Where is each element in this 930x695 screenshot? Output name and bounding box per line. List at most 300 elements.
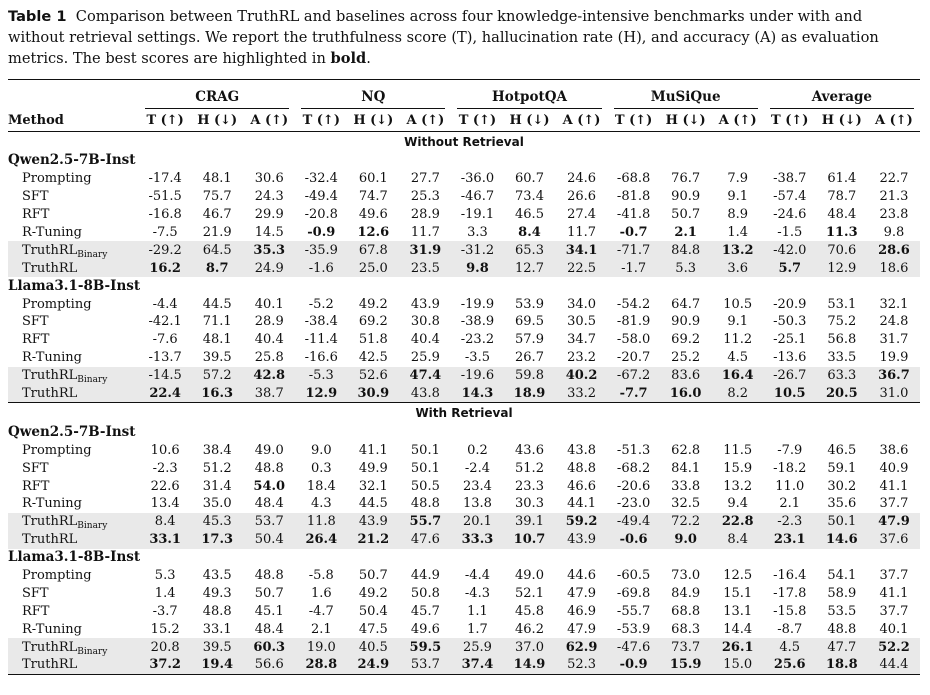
table-row xyxy=(8,441,920,459)
value-cell: 9.4 xyxy=(727,496,749,512)
value-cell: 58.9 xyxy=(827,585,857,601)
value-cell: -5.3 xyxy=(295,367,347,385)
value-cell: 13.2 xyxy=(712,241,764,259)
value-cell: 48.4 xyxy=(254,496,284,512)
value-cell: 37.7 xyxy=(879,568,909,584)
value-cell: -71.7 xyxy=(608,241,660,259)
value-cell: 40.1 xyxy=(254,296,284,312)
table-row xyxy=(8,367,920,385)
value-cell: 22.5 xyxy=(556,259,608,277)
value-cell: 31.9 xyxy=(399,241,451,259)
value-cell: 49.9 xyxy=(358,460,388,476)
value-cell: 43.8 xyxy=(567,442,597,458)
value-cell: 30.6 xyxy=(254,171,284,187)
value-cell: 10.6 xyxy=(150,442,180,458)
value-cell: 51.2 xyxy=(515,460,544,476)
value-cell: 11.7 xyxy=(410,225,440,240)
value-cell: 52.2 xyxy=(868,638,920,656)
method-name: SFT xyxy=(22,189,49,205)
value-cell: 53.7 xyxy=(399,656,451,674)
method-cell xyxy=(8,638,139,656)
value-cell: 28.8 xyxy=(295,656,347,674)
value-cell: 48.1 xyxy=(202,332,232,348)
metric-header-t: T (↑) xyxy=(295,109,347,132)
method-cell xyxy=(8,331,139,349)
method-cell xyxy=(8,170,139,188)
value-cell: 48.8 xyxy=(410,496,440,512)
value-cell: 49.0 xyxy=(254,442,284,458)
value-cell: 41.1 xyxy=(879,585,909,601)
value-cell: -4.7 xyxy=(308,603,334,619)
value-cell: 43.8 xyxy=(399,385,451,403)
value-cell: -49.4 xyxy=(304,189,338,205)
value-cell: -19.9 xyxy=(460,296,495,312)
value-cell: 44.6 xyxy=(567,568,597,584)
value-cell: 9.8 xyxy=(451,259,503,277)
value-cell: 48.4 xyxy=(254,621,284,637)
value-cell: -7.5 xyxy=(152,225,178,240)
group-header-musique: MuSiQue xyxy=(608,80,764,110)
value-cell: 11.0 xyxy=(775,478,805,494)
method-cell xyxy=(8,620,139,638)
value-cell: 21.2 xyxy=(347,531,399,549)
value-cell: -20.6 xyxy=(616,478,651,494)
value-cell: 33.5 xyxy=(827,350,857,366)
method-subscript: Binary xyxy=(77,375,108,385)
value-cell: -0.9 xyxy=(608,656,660,674)
table-row xyxy=(8,495,920,513)
value-cell: 8.4 xyxy=(518,225,541,240)
table-row xyxy=(8,620,920,638)
metric-header-t: T (↑) xyxy=(764,109,816,132)
value-cell: 33.8 xyxy=(671,478,701,494)
value-cell: 30.3 xyxy=(515,496,544,512)
value-cell: 4.5 xyxy=(764,638,816,656)
value-cell: 48.8 xyxy=(254,568,284,584)
metric-header-t: T (↑) xyxy=(451,109,503,132)
value-cell: -60.5 xyxy=(616,568,651,584)
value-cell: 90.9 xyxy=(671,189,701,205)
value-cell: 0.2 xyxy=(467,442,488,458)
value-cell: 3.6 xyxy=(712,259,764,277)
value-cell: 72.2 xyxy=(660,513,712,531)
value-cell: 54.0 xyxy=(253,478,286,494)
value-cell: 14.3 xyxy=(451,385,503,403)
value-cell: 12.9 xyxy=(816,259,868,277)
method-cell xyxy=(8,495,139,513)
section-header-row xyxy=(8,132,920,153)
value-cell: 47.9 xyxy=(567,621,597,637)
value-cell: 37.4 xyxy=(451,656,503,674)
value-cell: 22.4 xyxy=(139,385,191,403)
value-cell: 50.1 xyxy=(410,460,440,476)
model-name: Qwen2.5-7B-Inst xyxy=(8,423,136,440)
value-cell: 40.4 xyxy=(410,332,440,348)
value-cell: 40.4 xyxy=(254,332,284,348)
value-cell: 14.4 xyxy=(723,621,753,637)
value-cell: 49.2 xyxy=(358,296,388,312)
value-cell: 75.2 xyxy=(827,314,857,330)
table-row xyxy=(8,349,920,367)
value-cell: 50.5 xyxy=(410,478,440,494)
value-cell: 44.4 xyxy=(868,656,920,674)
section-title: With Retrieval xyxy=(8,403,920,424)
value-cell: 47.7 xyxy=(816,638,868,656)
method-cell xyxy=(8,477,139,495)
table-row xyxy=(8,638,920,656)
value-cell: 40.1 xyxy=(879,621,909,637)
value-cell: 39.5 xyxy=(202,350,232,366)
value-cell: 1.7 xyxy=(467,621,488,637)
value-cell: 63.3 xyxy=(816,367,868,385)
method-cell xyxy=(8,513,139,531)
value-cell: 4.5 xyxy=(727,350,749,366)
value-cell: -57.4 xyxy=(773,189,807,205)
value-cell: -67.2 xyxy=(608,367,660,385)
value-cell: -1.5 xyxy=(777,225,803,240)
method-name: TruthRL xyxy=(22,242,78,258)
value-cell: 1.4 xyxy=(727,225,749,240)
method-name: RFT xyxy=(22,478,50,494)
value-cell: 1.6 xyxy=(310,585,332,601)
table-row xyxy=(8,531,920,549)
caption-end: . xyxy=(366,50,371,67)
method-cell xyxy=(8,567,139,585)
value-cell: 50.4 xyxy=(358,603,388,619)
value-cell: -36.0 xyxy=(460,171,495,187)
value-cell: -51.3 xyxy=(616,442,651,458)
value-cell: 52.6 xyxy=(347,367,399,385)
value-cell: -54.2 xyxy=(616,296,651,312)
value-cell: 50.7 xyxy=(671,207,701,223)
method-name: R-Tuning xyxy=(22,496,82,512)
value-cell: -20.8 xyxy=(304,207,338,223)
value-cell: 8.9 xyxy=(727,207,749,223)
value-cell: -7.7 xyxy=(608,385,660,403)
value-cell: 37.7 xyxy=(879,603,909,619)
value-cell: -5.8 xyxy=(308,568,334,584)
value-cell: 54.1 xyxy=(827,568,857,584)
value-cell: 43.9 xyxy=(556,531,608,549)
value-cell: 76.7 xyxy=(671,171,701,187)
value-cell: 35.3 xyxy=(243,241,295,259)
value-cell: 38.6 xyxy=(879,442,909,458)
value-cell: -42.1 xyxy=(148,314,182,330)
method-cell xyxy=(8,584,139,602)
value-cell: 20.1 xyxy=(451,513,503,531)
value-cell: -3.7 xyxy=(152,603,178,619)
value-cell: 84.9 xyxy=(671,585,701,601)
method-cell xyxy=(8,188,139,206)
value-cell: 27.4 xyxy=(567,207,597,223)
metric-header-a: A (↑) xyxy=(556,109,608,132)
value-cell: 28.6 xyxy=(868,241,920,259)
value-cell: -68.8 xyxy=(616,171,651,187)
value-cell: 26.7 xyxy=(515,350,544,366)
value-cell: 70.6 xyxy=(816,241,868,259)
value-cell: 13.8 xyxy=(462,496,492,512)
value-cell: -25.1 xyxy=(773,332,807,348)
value-cell: 28.9 xyxy=(410,207,440,223)
value-cell: 37.0 xyxy=(503,638,555,656)
header-row-metrics xyxy=(8,109,920,132)
value-cell: 62.8 xyxy=(671,442,701,458)
value-cell: 50.7 xyxy=(254,585,284,601)
value-cell: 46.5 xyxy=(827,442,857,458)
method-cell xyxy=(8,531,139,549)
method-name: Prompting xyxy=(22,171,92,187)
value-cell: 14.5 xyxy=(254,225,284,240)
method-name: TruthRL xyxy=(22,639,78,655)
value-cell: 57.2 xyxy=(191,367,243,385)
value-cell: 56.8 xyxy=(827,332,857,348)
method-name: SFT xyxy=(22,585,49,601)
value-cell: 61.4 xyxy=(827,171,857,187)
value-cell: -53.9 xyxy=(616,621,651,637)
value-cell: 22.7 xyxy=(879,171,909,187)
value-cell: 60.1 xyxy=(358,171,388,187)
value-cell: 37.6 xyxy=(868,531,920,549)
value-cell: 16.2 xyxy=(139,259,191,277)
value-cell: 59.5 xyxy=(399,638,451,656)
value-cell: 31.7 xyxy=(879,332,909,348)
results-table xyxy=(8,79,920,675)
value-cell: 32.1 xyxy=(358,478,388,494)
value-cell: 8.4 xyxy=(712,531,764,549)
value-cell: 73.0 xyxy=(671,568,701,584)
table-caption xyxy=(8,6,922,69)
value-cell: 50.8 xyxy=(410,585,440,601)
table-row xyxy=(8,656,920,674)
value-cell: 55.7 xyxy=(399,513,451,531)
table-row xyxy=(8,602,920,620)
value-cell: 43.5 xyxy=(202,568,232,584)
value-cell: 23.4 xyxy=(462,478,492,494)
value-cell: -68.2 xyxy=(616,460,651,476)
method-cell xyxy=(8,385,139,403)
value-cell: 84.1 xyxy=(671,460,701,476)
value-cell: 45.1 xyxy=(254,603,284,619)
method-cell xyxy=(8,241,139,259)
method-header: Method xyxy=(8,109,139,132)
value-cell: 18.9 xyxy=(503,385,555,403)
value-cell: -38.7 xyxy=(773,171,807,187)
method-cell xyxy=(8,224,139,242)
value-cell: 50.1 xyxy=(816,513,868,531)
method-name: Prompting xyxy=(22,568,92,584)
value-cell: 9.1 xyxy=(727,314,749,330)
value-cell: 9.8 xyxy=(883,225,905,240)
value-cell: 14.6 xyxy=(816,531,868,549)
value-cell: 50.1 xyxy=(410,442,440,458)
value-cell: 47.9 xyxy=(567,585,597,601)
value-cell: -50.3 xyxy=(773,314,807,330)
value-cell: -8.7 xyxy=(777,621,803,637)
value-cell: -2.3 xyxy=(152,460,178,476)
value-cell: 37.7 xyxy=(879,496,909,512)
group-header-nq: NQ xyxy=(295,80,451,110)
value-cell: -2.3 xyxy=(764,513,816,531)
value-cell: 73.7 xyxy=(660,638,712,656)
value-cell: -17.8 xyxy=(773,585,807,601)
value-cell: -16.4 xyxy=(773,568,807,584)
value-cell: 25.0 xyxy=(347,259,399,277)
value-cell: 30.9 xyxy=(347,385,399,403)
value-cell: 47.5 xyxy=(358,621,388,637)
value-cell: -31.2 xyxy=(451,241,503,259)
value-cell: 16.0 xyxy=(660,385,712,403)
method-name: TruthRL xyxy=(22,514,78,530)
value-cell: 32.5 xyxy=(671,496,701,512)
value-cell: 13.2 xyxy=(723,478,753,494)
value-cell: 59.1 xyxy=(827,460,857,476)
value-cell: 30.8 xyxy=(410,314,440,330)
value-cell: 33.1 xyxy=(202,621,232,637)
value-cell: 21.9 xyxy=(202,225,232,240)
value-cell: 11.3 xyxy=(825,225,858,240)
value-cell: 52.3 xyxy=(556,656,608,674)
value-cell: 30.5 xyxy=(567,314,597,330)
model-row xyxy=(8,549,920,567)
method-name: TruthRL xyxy=(22,260,78,276)
value-cell: 47.4 xyxy=(399,367,451,385)
model-row xyxy=(8,277,920,295)
value-cell: 46.5 xyxy=(515,207,544,223)
method-name: TruthRL xyxy=(22,657,78,673)
metric-header-h: H (↓) xyxy=(191,109,243,132)
method-cell xyxy=(8,349,139,367)
metric-header-h: H (↓) xyxy=(347,109,399,132)
metric-header-h: H (↓) xyxy=(816,109,868,132)
value-cell: 39.1 xyxy=(503,513,555,531)
table-row xyxy=(8,477,920,495)
value-cell: -41.8 xyxy=(616,207,651,223)
section-title: Without Retrieval xyxy=(404,134,524,149)
value-cell: 42.5 xyxy=(358,350,388,366)
value-cell: 53.1 xyxy=(827,296,857,312)
value-cell: 12.7 xyxy=(503,259,555,277)
value-cell: 46.2 xyxy=(515,621,544,637)
value-cell: 23.2 xyxy=(567,350,597,366)
value-cell: 24.8 xyxy=(879,314,909,330)
value-cell: 46.9 xyxy=(567,603,597,619)
value-cell: 5.7 xyxy=(764,259,816,277)
model-name: Qwen2.5-7B-Inst xyxy=(8,152,136,169)
value-cell: 35.6 xyxy=(827,496,857,512)
value-cell: -2.4 xyxy=(464,460,490,476)
value-cell: 22.6 xyxy=(150,478,180,494)
value-cell: 34.7 xyxy=(567,332,597,348)
metric-header-a: A (↑) xyxy=(868,109,920,132)
value-cell: 38.4 xyxy=(202,442,232,458)
value-cell: -13.6 xyxy=(773,350,807,366)
value-cell: 38.7 xyxy=(243,385,295,403)
value-cell: 65.3 xyxy=(503,241,555,259)
value-cell: 44.5 xyxy=(202,296,232,312)
value-cell: 7.9 xyxy=(727,171,749,187)
value-cell: 69.5 xyxy=(515,314,544,330)
value-cell: 83.6 xyxy=(660,367,712,385)
value-cell: -23.0 xyxy=(616,496,651,512)
value-cell: 48.1 xyxy=(202,171,232,187)
method-name: SFT xyxy=(22,314,49,330)
value-cell: 16.3 xyxy=(191,385,243,403)
value-cell: 15.0 xyxy=(712,656,764,674)
value-cell: 26.6 xyxy=(567,189,597,205)
value-cell: -1.7 xyxy=(608,259,660,277)
value-cell: 48.8 xyxy=(567,460,597,476)
value-cell: 20.8 xyxy=(139,638,191,656)
value-cell: 34.1 xyxy=(556,241,608,259)
value-cell: 40.5 xyxy=(347,638,399,656)
value-cell: 9.1 xyxy=(727,189,749,205)
value-cell: 84.8 xyxy=(660,241,712,259)
value-cell: 59.2 xyxy=(556,513,608,531)
value-cell: -18.2 xyxy=(773,460,807,476)
value-cell: 67.8 xyxy=(347,241,399,259)
value-cell: 24.3 xyxy=(254,189,284,205)
value-cell: 45.7 xyxy=(410,603,440,619)
value-cell: 44.1 xyxy=(567,496,597,512)
value-cell: 5.3 xyxy=(660,259,712,277)
value-cell: 33.1 xyxy=(139,531,191,549)
value-cell: 4.3 xyxy=(310,496,332,512)
value-cell: 41.1 xyxy=(879,478,909,494)
method-name: Prompting xyxy=(22,442,92,458)
value-cell: -32.4 xyxy=(304,171,338,187)
method-cell xyxy=(8,367,139,385)
value-cell: 17.3 xyxy=(191,531,243,549)
value-cell: 74.7 xyxy=(358,189,388,205)
value-cell: 29.9 xyxy=(254,207,284,223)
value-cell: 25.6 xyxy=(764,656,816,674)
value-cell: 2.1 xyxy=(310,621,332,637)
group-header-crag: CRAG xyxy=(139,80,295,110)
group-header-hotpotqa: HotpotQA xyxy=(451,80,607,110)
value-cell: -42.0 xyxy=(764,241,816,259)
value-cell: 60.3 xyxy=(243,638,295,656)
value-cell: -55.7 xyxy=(616,603,651,619)
value-cell: 21.3 xyxy=(879,189,909,205)
method-cell xyxy=(8,295,139,313)
value-cell: 48.4 xyxy=(827,207,857,223)
value-cell: 51.8 xyxy=(358,332,388,348)
value-cell: 8.4 xyxy=(139,513,191,531)
value-cell: 40.2 xyxy=(556,367,608,385)
value-cell: 2.1 xyxy=(674,225,697,240)
value-cell: -58.0 xyxy=(616,332,651,348)
value-cell: 47.6 xyxy=(399,531,451,549)
method-cell xyxy=(8,259,139,277)
value-cell: 23.3 xyxy=(515,478,544,494)
value-cell: -49.4 xyxy=(608,513,660,531)
value-cell: 46.6 xyxy=(567,478,597,494)
value-cell: 18.8 xyxy=(816,656,868,674)
method-subscript: Binary xyxy=(77,521,108,531)
value-cell: -4.4 xyxy=(152,296,178,312)
value-cell: 73.4 xyxy=(515,189,544,205)
value-cell: 53.7 xyxy=(243,513,295,531)
value-cell: 8.7 xyxy=(191,259,243,277)
value-cell: 36.7 xyxy=(868,367,920,385)
value-cell: -13.7 xyxy=(148,350,182,366)
method-name: RFT xyxy=(22,603,50,619)
value-cell: 62.9 xyxy=(556,638,608,656)
table-row xyxy=(8,313,920,331)
value-cell: -81.9 xyxy=(616,314,651,330)
value-cell: 15.1 xyxy=(723,585,753,601)
value-cell: 48.8 xyxy=(254,460,284,476)
